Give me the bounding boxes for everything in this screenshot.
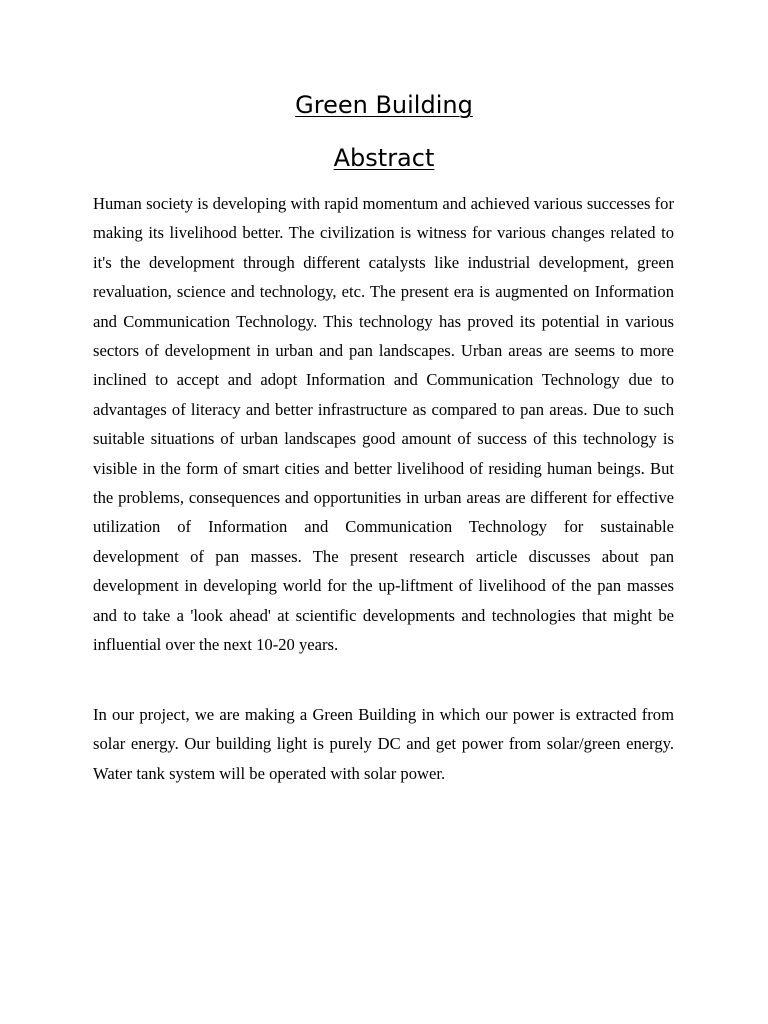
abstract-paragraph-1: Human society is developing with rapid momentum and achieved various successes for making its livelihood better. The civilization is witness for various changes related to it's the development through different catalysts like industrial development, green revaluation, science and technology, etc. The present era is augmented on Information and Communication Technology. This technology has proved its potential in various sectors of development in urban and pan landscapes. Urban areas are seems to more inclined to accept and adopt Information and Communication Technology due to advantages of literacy and better infrastructure as compared to pan areas. Due to such suitable situations of urban landscapes good amount of success of this technology is visible in the form of smart cities and better livelihood of residing human beings. But the problems, consequences and opportunities in urban areas are different for effective utilization of Information and Communication Technology for sustainable development of pan masses. The present research article discusses about pan development in developing world for the up-liftment of livelihood of the pan masses and to take a 'look ahead' at scientific developments and technologies that might be influential over the next 10-20 years. (93, 194, 674, 655)
document-title: Green Building (295, 91, 473, 119)
section-heading-abstract: Abstract (333, 144, 435, 172)
abstract-paragraph-2: In our project, we are making a Green Building in which our power is extracted from solar energy. Our building light is purely DC and get power from solar/green energy. Water tank system will be operated with solar power. (93, 705, 674, 783)
